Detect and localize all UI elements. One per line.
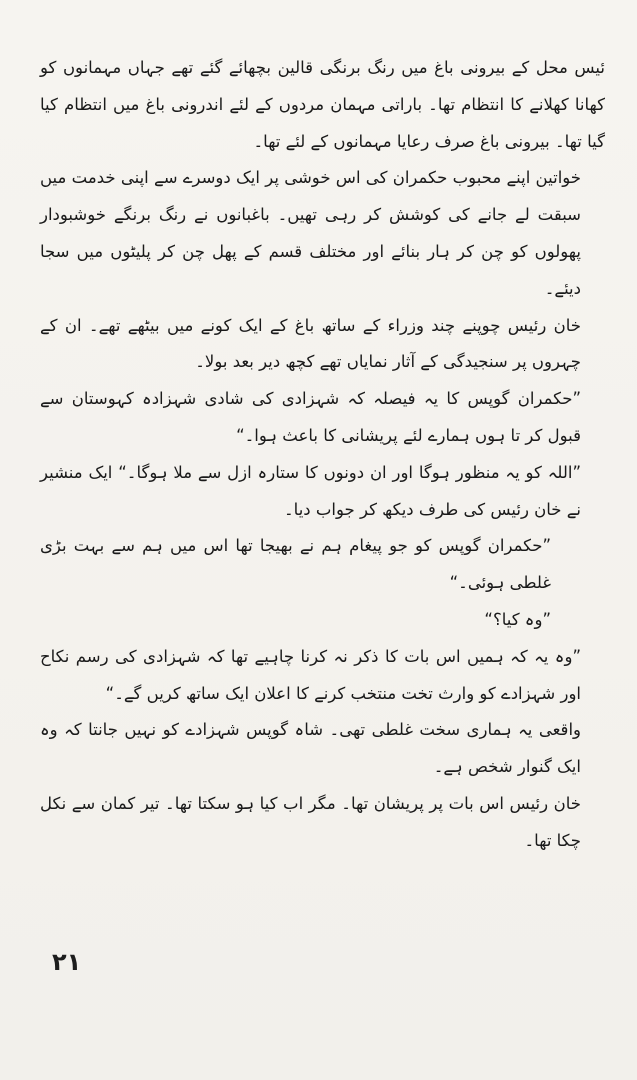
paragraph-10: خان رئیس اس بات پر پریشان تھا۔ مگر اب کیا ہو سکتا تھا۔ تیر کمان سے نکل چکا تھا۔ <box>40 793 581 850</box>
paragraph-1: ئیس محل کے بیرونی باغ میں رنگ برنگی قالین بچھائے گئے تھے جہاں مہمانوں کو کھانا کھلانے کا انتظام تھا۔ باراتی مہمان مردوں کے لئے اندرونی باغ میں انتظام کیا گیا تھا۔ بیرونی باغ صرف رعایا مہمانوں کے لئے تھا۔ <box>40 58 605 151</box>
paragraph-9: واقعی یہ ہماری سخت غلطی تھی۔ شاہ گوپس شہزادے کو نہیں جانتا کہ وہ ایک گنوار شخص ہے۔ <box>40 720 581 777</box>
page-text <box>40 50 605 860</box>
paragraph-6: ”حکمران گوپس کو جو پیغام ہم نے بھیجا تھا اس میں ہم سے بہت بڑی غلطی ہوئی۔“ <box>40 536 551 593</box>
paragraph-4: ”حکمران گوپس کا یہ فیصلہ کہ شہزادی کی شادی شہزادہ کہوستان سے قبول کر تا ہوں ہمارے لئے پریشانی کا باعث ہوا۔“ <box>40 389 581 445</box>
paragraph-5: ”اللہ کو یہ منظور ہوگا اور ان دونوں کا ستارہ ازل سے ملا ہوگا۔“ ایک منشیر نے خان رئیس کی طرف دیکھ کر جواب دیا۔ <box>40 462 581 519</box>
paragraph-7: ”وہ کیا؟“ <box>484 609 551 629</box>
paragraph-2: خواتین اپنے محبوب حکمران کی اس خوشی پر ایک دوسرے سے اپنی خدمت میں سبقت لے جانے کی کوشش کر رہی تھیں۔ باغبانوں نے رنگ برنگے خوشبودار پھولوں کو چن کر ہار بنائے اور مختلف قسم کے پھل چن کر پلیٹوں میں سجا دیئے۔ <box>40 168 581 298</box>
paragraph-3: خان رئیس چوپنے چند وزراء کے ساتھ باغ کے ایک کونے میں بیٹھے تھے۔ ان کے چہروں پر سنجیدگی کے آثار نمایاں تھے کچھ دیر بعد بولا۔ <box>40 315 581 372</box>
paragraph-8: ”وہ یہ کہ ہمیں اس بات کا ذکر نہ کرنا چاہیے تھا کہ شہزادی کی رسم نکاح اور شہزادے کو وارث تخت منتخب کرنے کا اعلان ایک ساتھ کریں گے۔“ <box>40 646 581 703</box>
page-number: ۲۱ <box>52 948 82 976</box>
